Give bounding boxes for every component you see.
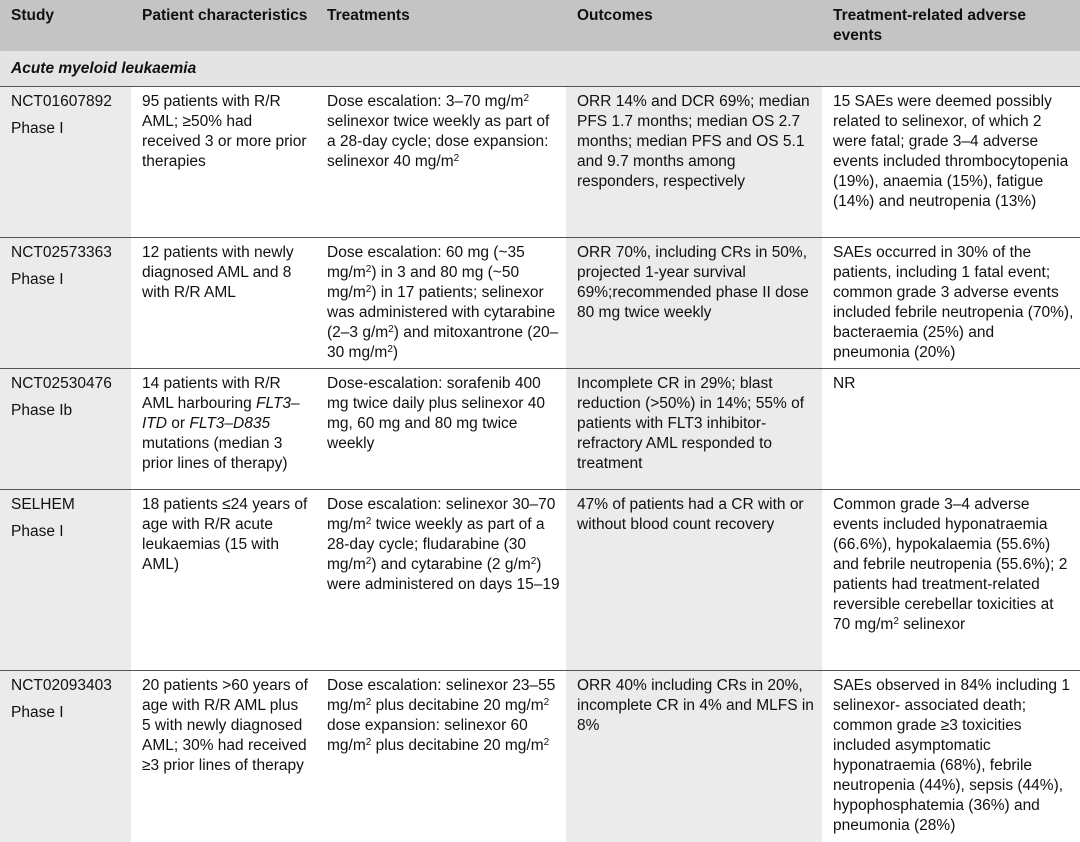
text-segment: mutations (median 3 prior lines of therapy) — [142, 434, 288, 472]
outcomes-cell: Incomplete CR in 29%; blast reduction (>50%) in 14%; 55% of patients with FLT3 inhibitor-refractory AML responded to treatment — [566, 368, 822, 489]
gene-name: FLT3–ITD — [142, 394, 300, 432]
superscript: 2 — [365, 555, 372, 567]
table-row — [0, 86, 1080, 237]
study-phase: Phase I — [11, 270, 64, 288]
study-phase: Phase I — [11, 522, 64, 540]
table-header — [0, 0, 1080, 51]
section-row — [0, 51, 1080, 86]
text-segment: Dose escalation: selinexor 30–70 mg/m — [327, 495, 556, 533]
superscript: 2 — [893, 615, 899, 627]
text-segment: or — [166, 414, 190, 432]
study-id: NCT02093403 — [11, 676, 112, 694]
superscript: 2 — [453, 152, 460, 164]
text-segment: Common grade 3–4 adverse events included hyponatraemia (66.6%), hypokalaemia (55.6%) and febrile neutropenia (55.6%); 2 patients had treatment-related reversible cerebellar toxicities at 70 mg/m — [833, 495, 1068, 633]
text-segment: Dose escalation: 3–70 mg/m — [327, 92, 524, 110]
table-row — [0, 489, 1080, 670]
text-segment: Dose escalation: selinexor 23–55 mg/m — [327, 676, 556, 714]
study-phase: Phase I — [11, 703, 64, 721]
superscript: 2 — [523, 92, 529, 104]
text-segment: ) and mitoxantrone (20–30 mg/m — [327, 323, 559, 361]
study-cell — [0, 368, 131, 489]
treatments-cell — [316, 489, 566, 670]
text-segment: Dose escalation: 60 mg (~35 mg/m — [327, 243, 525, 281]
treatments-cell — [316, 86, 566, 237]
patient-cell — [131, 368, 316, 489]
header-outcomes: Outcomes — [577, 7, 653, 24]
patient-cell: 95 patients with R/R AML; ≥50% had received 3 or more prior therapies — [131, 86, 316, 237]
superscript: 2 — [365, 696, 372, 708]
text-segment: twice weekly as part of a 28-day cycle; fludarabine (30 mg/m — [327, 515, 545, 573]
study-cell — [0, 670, 131, 842]
study-id: NCT01607892 — [11, 92, 112, 110]
text-segment: plus decitabine 20 mg/m — [371, 696, 544, 714]
text-segment: ) in 17 patients; selinexor was administered with cytarabine (2–3 g/m — [327, 283, 556, 341]
superscript: 2 — [365, 736, 372, 748]
header-study: Study — [11, 7, 55, 24]
table-row — [0, 670, 1080, 842]
text-segment: 14 patients with R/R AML harbouring — [142, 374, 281, 412]
table-row — [0, 237, 1080, 368]
section-title: Acute myeloid leukaemia — [0, 51, 1080, 86]
study-cell — [0, 86, 131, 237]
study-id: SELHEM — [11, 495, 75, 513]
text-segment: ) in 3 and 80 mg (~50 mg/m — [327, 263, 520, 301]
outcomes-cell: 47% of patients had a CR with or without blood count recovery — [566, 489, 822, 670]
adverse-events-cell: NR — [822, 368, 1080, 489]
text-segment: selinexor — [898, 615, 966, 633]
adverse-events-cell: 15 SAEs were deemed possibly related to selinexor, of which 2 were fatal; grade 3–4 adverse events included thrombocytopenia (19%), anaemia (15%), fatigue (14%) and neutropenia (13%) — [822, 86, 1080, 237]
superscript: 2 — [387, 343, 393, 355]
outcomes-cell: ORR 14% and DCR 69%; median PFS 1.7 months; median OS 2.7 months; median PFS and OS 5.1 and 9.7 months among responders, respectively — [566, 86, 822, 237]
adverse-events-cell — [822, 489, 1080, 670]
superscript: 2 — [365, 515, 372, 527]
superscript: 2 — [530, 555, 537, 567]
adverse-events-cell: SAEs occurred in 30% of the patients, including 1 fatal event; common grade 3 adverse events included febrile neutropenia (70%), bacteraemia (25%) and pneumonia (20%) — [822, 237, 1080, 368]
treatments-cell — [316, 237, 566, 368]
study-cell — [0, 237, 131, 368]
header-treatments: Treatments — [327, 7, 410, 24]
superscript: 2 — [365, 263, 372, 275]
outcomes-cell: ORR 70%, including CRs in 50%, projected 1-year survival 69%;recommended phase II dose 80 mg twice weekly — [566, 237, 822, 368]
text-segment: dose expansion: selinexor 60 mg/m — [327, 716, 528, 754]
text-segment: ) were administered on days 15–19 — [327, 555, 560, 593]
outcomes-cell: ORR 40% including CRs in 20%, incomplete CR in 4% and MLFS in 8% — [566, 670, 822, 842]
adverse-events-cell: SAEs observed in 84% including 1 selinexor- associated death; common grade ≥3 toxicities included asymptomatic hyponatraemia (68%), febrile neutropenia (44%), sepsis (44%), hypophosphatemia (36%) and pneumonia (28%) — [822, 670, 1080, 842]
treatments-cell: Dose-escalation: sorafenib 400 mg twice daily plus selinexor 40 mg, 60 mg and 80 mg twice weekly — [316, 368, 566, 489]
text-segment: ) and cytarabine (2 g/m — [371, 555, 531, 573]
patient-cell: 20 patients >60 years of age with R/R AML plus 5 with newly diagnosed AML; 30% had received ≥3 prior lines of therapy — [131, 670, 316, 842]
text-segment: plus decitabine 20 mg/m — [371, 736, 544, 754]
header-row — [0, 0, 1080, 51]
superscript: 2 — [388, 323, 394, 335]
patient-cell: 18 patients ≤24 years of age with R/R acute leukaemias (15 with AML) — [131, 489, 316, 670]
gene-name: FLT3–D835 — [189, 414, 271, 432]
study-id: NCT02573363 — [11, 243, 112, 261]
superscript: 2 — [543, 696, 550, 708]
superscript: 2 — [543, 736, 550, 748]
superscript: 2 — [365, 283, 372, 295]
header-adverse-events: Treatment-related adverse events — [833, 7, 1026, 44]
text-segment: selinexor twice weekly as part of a 28-day cycle; dose expansion: selinexor 40 mg/m — [327, 112, 550, 170]
table-body — [0, 51, 1080, 842]
patient-cell: 12 patients with newly diagnosed AML and 8 with R/R AML — [131, 237, 316, 368]
study-phase: Phase Ib — [11, 401, 73, 419]
text-segment: ) — [392, 343, 399, 361]
study-id: NCT02530476 — [11, 374, 112, 392]
study-cell — [0, 489, 131, 670]
study-phase: Phase I — [11, 119, 64, 137]
treatments-cell — [316, 670, 566, 842]
header-patient-characteristics: Patient characteristics — [142, 7, 308, 24]
table-row — [0, 368, 1080, 489]
